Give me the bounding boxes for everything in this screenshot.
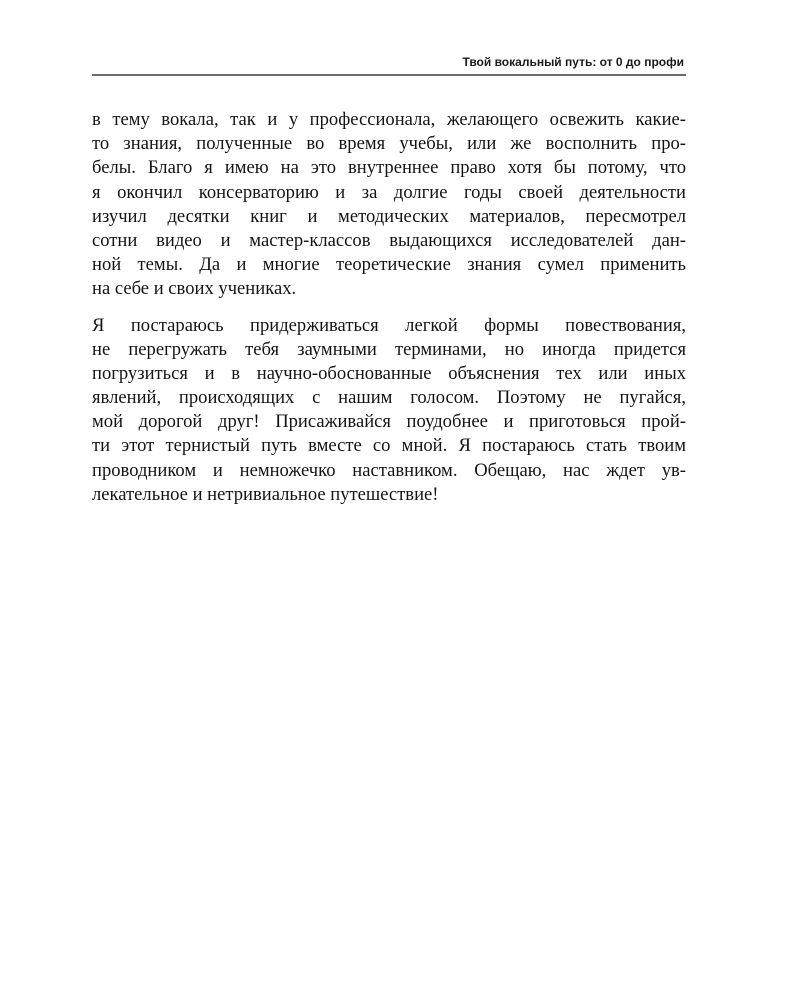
paragraph (92, 108, 686, 302)
running-header (92, 52, 686, 76)
text-line: погрузиться и в научно-обоснованные объяснения тех или иных (92, 362, 686, 384)
text-line: я окончил консерваторию и за долгие годы своей деятельности (92, 181, 686, 203)
text-line: изучил десятки книг и методических материалов, пересмотрел (92, 205, 686, 227)
text-line: на себе и своих учениках. (92, 278, 297, 300)
text-line: то знания, полученные во время учебы, или же восполнить про- (92, 133, 686, 155)
text-line: ной темы. Да и многие теоретические знания сумел применить (92, 254, 686, 276)
paragraph-gap (92, 302, 686, 314)
text-line: мой дорогой друг! Присаживайся поудобнее и приготовься прой- (92, 411, 686, 433)
text-line: ти этот тернистый путь вместе со мной. Я постараюсь стать твоим (92, 435, 686, 457)
running-header-title: Твой вокальный путь: от 0 до профи (462, 55, 684, 69)
text-line: явлений, происходящих с нашим голосом. Поэтому не пугайся, (92, 387, 686, 409)
text-line: лекательное и нетривиальное путешествие! (92, 483, 439, 505)
text-line: в тему вокала, так и у профессионала, желающего освежить какие- (92, 109, 686, 130)
text-line: белы. Благо я имею на это внутреннее право хотя бы потому, что (92, 157, 686, 179)
text-line: проводником и немножечко наставником. Обещаю, нас ждет ув- (92, 459, 686, 481)
text-line: не перегружать тебя заумными терминами, но иногда придется (92, 338, 686, 360)
text-line: сотни видео и мастер-классов выдающихся исследователей дан- (92, 229, 686, 251)
paragraph (92, 314, 686, 508)
body-text (92, 108, 686, 507)
text-line: Я постараюсь придерживаться легкой формы повествования, (92, 314, 686, 336)
